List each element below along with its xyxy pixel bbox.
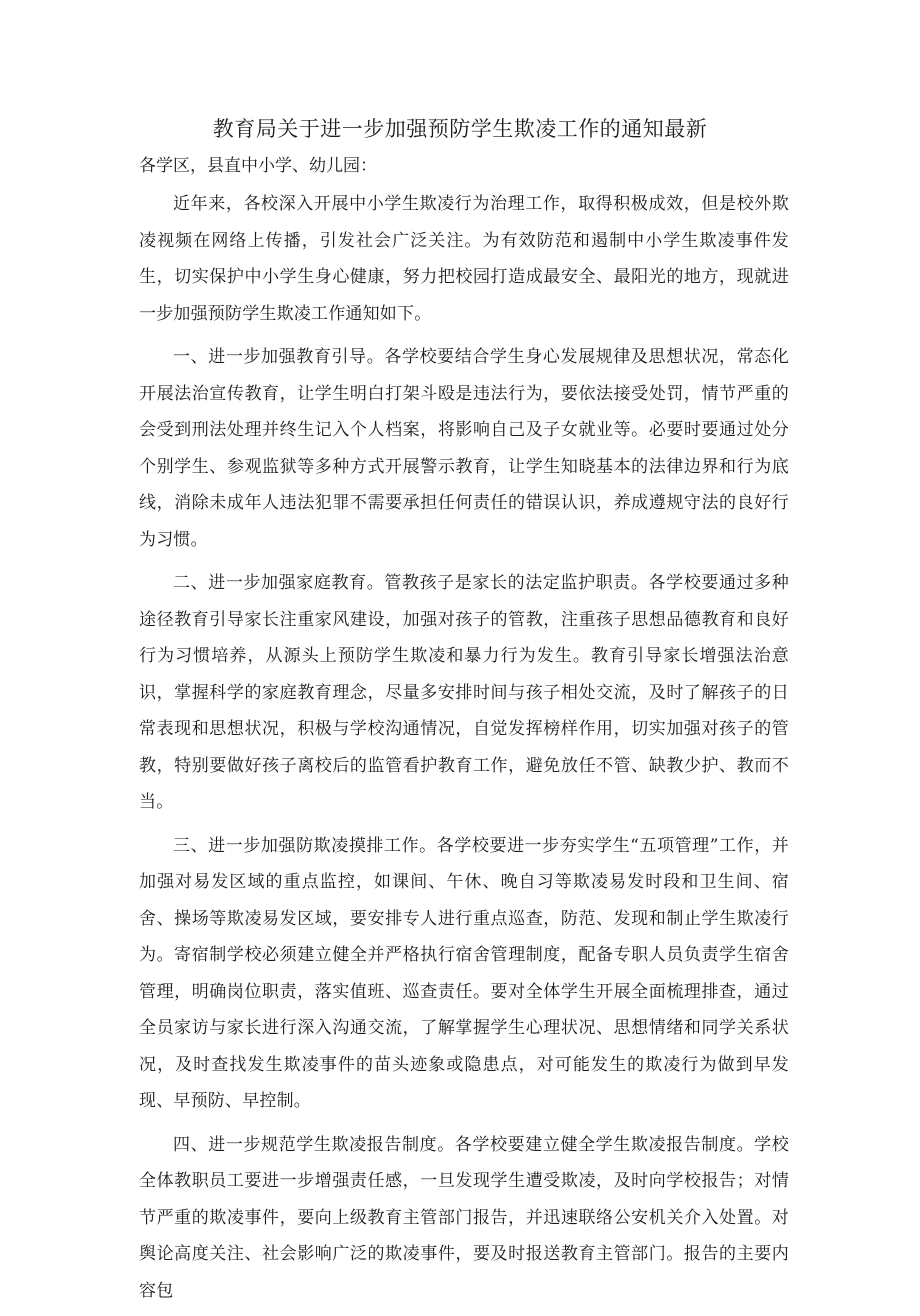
document-body bbox=[139, 186, 789, 1316]
paragraph-section-3: 三、进一步加强防欺凌摸排工作。各学校要进一步夯实学生“五项管理”工作，并加强对易发区域的重点监控，如课间、午休、晚自习等欺凌易发时段和卫生间、宿舍、操场等欺凌易发区域，要安排专人进行重点巡查，防范、发现和制止学生欺凌行为。寄宿制学校必须建立健全并严格执行宿舍管理制度，配备专职人员负责学生宿舍管理，明确岗位职责，落实值班、巡查责任。要对全体学生开展全面梳理排查，通过全员家访与家长进行深入沟通交流，了解掌握学生心理状况、思想情绪和同学关系状况，及时查找发生欺凌事件的苗头迹象或隐患点，对可能发生的欺凌行为做到早发现、早预防、早控制。 bbox=[139, 835, 789, 1111]
salutation: 各学区，县直中小学、幼儿园： bbox=[139, 156, 377, 176]
paragraph-intro: 近年来，各校深入开展中小学生欺凌行为治理工作，取得积极成效，但是校外欺凌视频在网络上传播，引发社会广泛关注。为有效防范和遏制中小学生欺凌事件发生，切实保护中小学生身心健康，努力把校园打造成最安全、最阳光的地方，现就进一步加强预防学生欺凌工作通知如下。 bbox=[139, 194, 789, 324]
document-title: 教育局关于进一步加强预防学生欺凌工作的通知最新 bbox=[212, 117, 708, 141]
paragraph-section-4: 四、进一步规范学生欺凌报告制度。各学校要建立健全学生欺凌报告制度。学校全体教职员工要进一步增强责任感，一旦发现学生遭受欺凌，及时向学校报告；对情节严重的欺凌事件，要向上级教育主管部门报告，并迅速联络公安机关介入处置。对舆论高度关注、社会影响广泛的欺凌事件，要及时报送教育主管部门。报告的主要内容包 bbox=[139, 1134, 789, 1301]
paragraph-section-1: 一、进一步加强教育引导。各学校要结合学生身心发展规律及思想状况，常态化开展法治宣传教育，让学生明白打架斗殴是违法行为，要依法接受处罚，情节严重的会受到刑法处理并终生记入个人档案，将影响自己及子女就业等。必要时要通过处分个别学生、参观监狱等多种方式开展警示教育，让学生知晓基本的法律边界和行为底线，消除未成年人违法犯罪不需要承担任何责任的错误认识，养成遵规守法的良好行为习惯。 bbox=[139, 347, 789, 550]
paragraph-section-2: 二、进一步加强家庭教育。管教孩子是家长的法定监护职责。各学校要通过多种途径教育引导家长注重家风建设，加强对孩子的管教，注重孩子思想品德教育和良好行为习惯培养，从源头上预防学生欺凌和暴力行为发生。教育引导家长增强法治意识，掌握科学的家庭教育理念，尽量多安排时间与孩子相处交流，及时了解孩子的日常表现和思想状况，积极与学校沟通情况，自觉发挥榜样作用，切实加强对孩子的管教，特别要做好孩子离校后的监管看护教育工作，避免放任不管、缺教少护、教而不当。 bbox=[139, 573, 789, 812]
